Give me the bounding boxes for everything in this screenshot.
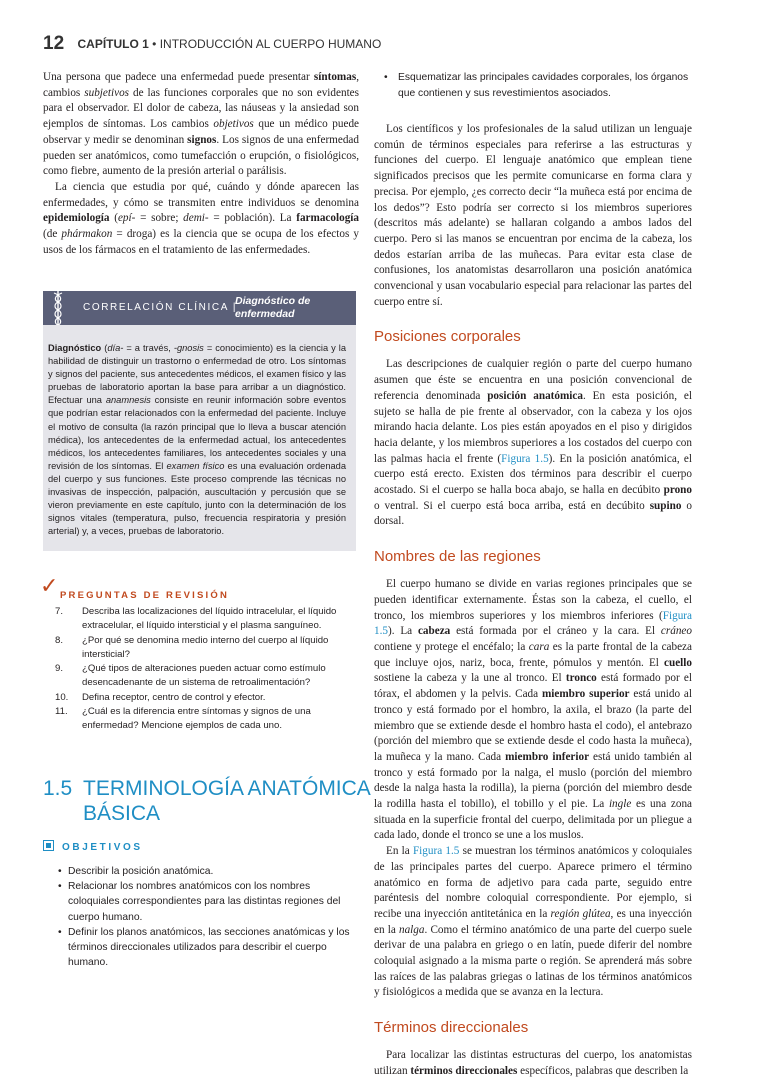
clinical-correlation-topic: Diagnóstico de enfermedad <box>235 295 311 320</box>
objectives-icon <box>43 840 54 851</box>
question-text: Defina receptor, centro de control y efector. <box>82 691 266 703</box>
paragraph-figure-terms: En la Figura 1.5 se muestran los términos anatómicos y coloquiales de las principales partes del cuerpo. Aparece primero el término anatómico en forma de adjetivo para cada parte, seguido entre paréntesis del nombre coloquial correspondiente. Por ejemplo, si recibe una inyección antitetánica en la región glútea, es una inyección en la nalga. Como el término anatómico de una parte del cuerpo suele derivar de una palabra en griego o en latín, puede diferir del nombre coloquial asignado a la misma parte o región. Se aprenderá más sobre las raíces de las palabras griegas o latinas de los términos anatómicos y fisiológicos a medida que se avanza en la lectura. <box>374 845 692 999</box>
left-column-intro <box>43 70 359 258</box>
heading-body-positions: Posiciones corporales <box>374 328 521 346</box>
question-text: ¿Cuál es la diferencia entre síntomas y signos de una enfermedad? Mencione ejemplos de cada uno. <box>82 706 311 732</box>
question-number: 11. <box>55 706 68 718</box>
paragraph-symptoms: Una persona que padece una enfermedad puede presentar síntomas, cambios subjetivos de las funciones corporales que no son evidentes para el observador. El dolor de cabeza, las náuseas y la ansiedad son ejemplos de síntomas. Los cambios objetivos que un médico puede observar y medir se denominan signos. Los signos de una enfermedad pueden ser anatómicos, como tumefacción o erupción, o fisiológicos, como fiebre, aumento de la presión arterial o parálisis. <box>43 71 360 178</box>
review-question <box>55 634 365 663</box>
bullet: • <box>58 881 62 893</box>
header-bullet: • <box>152 37 157 51</box>
review-question <box>55 705 365 734</box>
paragraph-anatomical-language: Los científicos y los profesionales de la salud utilizan un lenguaje común de términos especiales para referirse a las estructuras y funciones del cuerpo. El lenguaje anatómico que emplean tiene significados precisos que les permite comunicarse en forma clara y precisa. Por ejemplo, ¿es correcto decir “la muñeca está por encima de los dedos”? Esto podría ser correcto si los miembros superiores (descritos más adelante) se hallaran colgando a ambos lados del cuerpo. Pero si las manos se encuentran por encima de la cabeza, los dedos estarían arriba de las muñecas. Para evitar esta clase de confusiones, los anatomistas desarrollaron una posición anatómica convencional y usan vocabulario especial para relacionar las partes del cuerpo entre sí. <box>374 123 692 308</box>
running-header <box>43 33 381 55</box>
objective-item <box>58 879 358 925</box>
question-number: 10. <box>55 691 69 703</box>
clinical-correlation-body <box>43 325 356 551</box>
objectives-title: OBJETIVOS <box>43 840 143 853</box>
chapter-label: CAPÍTULO 1 <box>77 37 149 51</box>
paragraph-epidemiology: La ciencia que estudia por qué, cuándo y dónde aparecen las enfermedades, y cómo se transmiten entre individuos se denomina epidemiología (epí- = sobre; demi- = población). La farmacología (de phármakon = droga) es la ciencia que se ocupa de los efectos y usos de los fármacos en el tratamiento de las enfermedades. <box>43 180 359 256</box>
heading-directional-terms: Términos direccionales <box>374 1019 529 1037</box>
review-questions-list <box>55 605 365 734</box>
objective-text: Relacionar los nombres anatómicos con los nombres coloquiales correspondientes para las distintas regiones del cuerpo humano. <box>68 881 341 923</box>
clinical-text: Diagnóstico (día- = a través, -gnosis = conocimiento) es la ciencia y la habilidad de distinguir un trastorno o enfermedad de otro. Los síntomas y signos del paciente, sus antecedentes médicos, el examen físico y las pruebas de laboratorio aportan la base para arribar a un diagnóstico. Efectuar una anamnesis consiste en reunir información sobre eventos que podrían estar relacionados con la enfermedad del paciente. Incluye el motivo de consulta (la razón principal que lo lleva a buscar atención médica), los antecedentes de la enfermedad actual, los antecedentes médicos, los antecedentes familiares, los antecedentes sociales y una revisión de los síntomas. El examen físico es una evaluación ordenada del cuerpo y sus funciones. Este proceso comprende las técnicas no invasivas de inspección, palpación, auscultación y percusión que se vieron previamente en este capítulo, junto con la determinación de los signos vitales (temperatura, pulso, frecuencia respiratoria y presión arterial) y, a veces, pruebas de laboratorio. <box>48 343 347 537</box>
paragraph-directional: Para localizar las distintas estructuras del cuerpo, los anatomistas utilizan términos direccionales específicos, palabras que describen la <box>374 1049 692 1077</box>
objective-text: Describir la posición anatómica. <box>68 866 214 877</box>
paragraph-anatomical-position: Las descripciones de cualquier región o parte del cuerpo humano asumen que éste se encuentra en una posición convencional de referencia denominada posición anatómica. En esta posición, el sujeto se halla de pie frente al observador, con la cabeza y los ojos mirando hacia delante. Los pies están apoyados en el piso y dirigidos hacia delante, y los miembros superiores a los costados del cuerpo con las palmas hacia el frente (Figura 1.5). En la posición anatómica, el cuerpo está erecto. Existen dos términos para describir el cuerpo acostado. Si el cuerpo se halla boca abajo, se halla en decúbito prono o ventral. Si el cuerpo está boca arriba, está en decúbito supino o dorsal. <box>374 358 692 528</box>
bullet: • <box>58 866 62 877</box>
objective-text: Definir los planos anatómicos, las secciones anatómicas y los términos direccionales utilizados para describir el cuerpo humano. <box>68 926 350 969</box>
question-number: 8. <box>55 634 64 646</box>
review-question <box>55 691 365 705</box>
question-text: Describa las localizaciones del líquido intracelular, el líquido extracelular, el líquido intersticial y el plasma sanguíneo. <box>82 606 337 632</box>
objective-item <box>58 864 358 879</box>
question-text: ¿Por qué se denomina medio interno del cuerpo al líquido intersticial? <box>82 634 329 660</box>
section-title: 1.5 TERMINOLOGÍA ANATÓMICA BÁSICA <box>43 777 371 825</box>
right-column <box>374 70 692 1080</box>
page-number: 12 <box>43 33 65 54</box>
objective-item <box>58 925 358 971</box>
chapter-title: INTRODUCCIÓN AL CUERPO HUMANO <box>159 37 382 51</box>
checkmark-icon: ✓ <box>40 574 59 599</box>
question-number: 9. <box>55 663 64 675</box>
review-question <box>55 662 365 691</box>
clinical-correlation-header <box>43 291 356 325</box>
section-number: 1.5 <box>43 777 73 800</box>
question-text: ¿Qué tipos de alteraciones pueden actuar como estímulo desencadenante de un sistema de retroalimentación? <box>82 663 326 689</box>
bullet: • <box>58 926 62 938</box>
clinical-correlation-label: CORRELACIÓN CLÍNICA | <box>83 302 238 313</box>
heading-region-names: Nombres de las regiones <box>374 548 541 566</box>
paragraph-regions: El cuerpo humano se divide en varias regiones principales que se pueden identificar externamente. Éstas son la cabeza, el cuello, el tronco, los miembros superiores y los miembros inferiores (Figura 1.5). La cabeza está formada por el cráneo y la cara. El cráneo contiene y protege el encéfalo; la cara es la parte frontal de la cabeza que incluye ojos, nariz, boca, frente, pómulos y mentón. El cuello sostiene la cabeza y la une al tronco. El tronco está formado por el tórax, el abdomen y la pelvis. Cada miembro superior está unido al tronco y está formado por el hombro, la axila, el brazo (la parte del miembro que se extiende desde el hombro hasta el codo), el antebrazo (porción del miembro que se extiende desde el codo hasta la muñeca), la muñeca y la mano. Cada miembro inferior está unido también al tronco y está formado por la nalga, el muslo (porción del miembro desde la nalga hasta la rodilla), la pierna (porción del miembro desde la rodilla hasta el tobillo), el tobillo y el pie. La ingle es una zona situada en la superficie frontal del cuerpo, delimitada por un pliegue a cada lado, donde el tronco se une a los muslos. <box>374 578 693 842</box>
question-number: 7. <box>55 606 64 617</box>
review-question <box>55 605 365 634</box>
objectives-list <box>58 864 358 970</box>
objective-item-continued: • Esquematizar las principales cavidades corporales, los órganos que contienen y sus revestimientos asociados. <box>384 72 689 99</box>
